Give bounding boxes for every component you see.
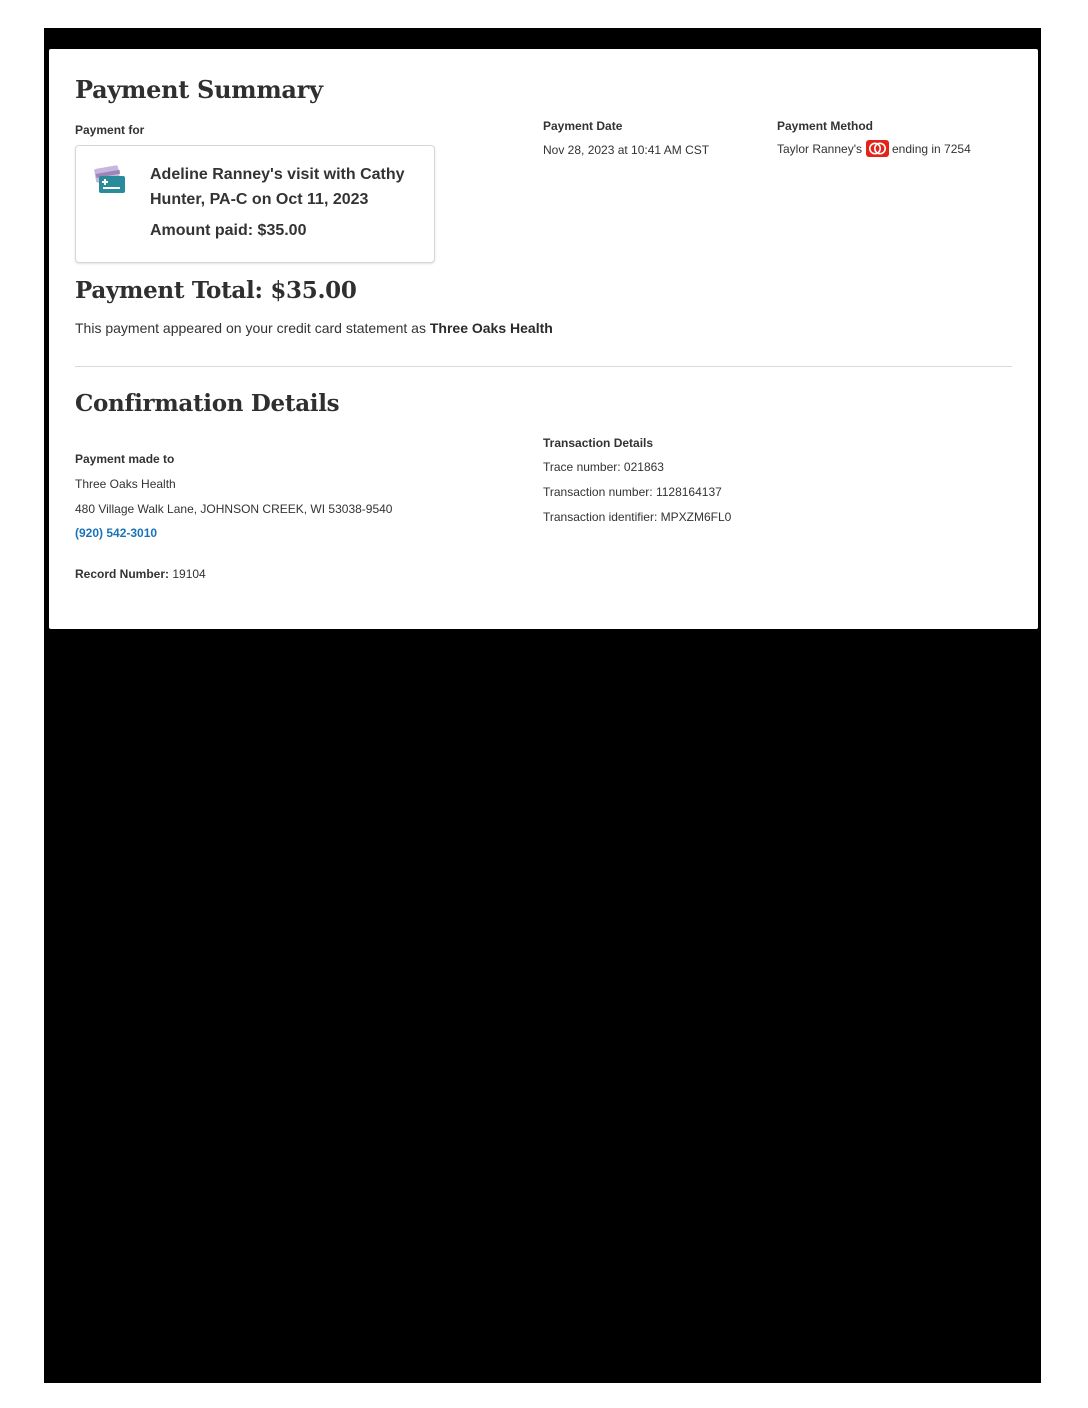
- payee-name: Three Oaks Health: [75, 477, 176, 491]
- medical-card-icon: [93, 164, 127, 198]
- statement-merchant: Three Oaks Health: [429, 320, 553, 336]
- payment-for-label: Payment for: [75, 123, 145, 137]
- payee-phone-link[interactable]: (920) 542-3010: [75, 526, 158, 540]
- payment-date-label: Payment Date: [543, 119, 623, 133]
- amount-paid: Amount paid: $35.00: [150, 222, 307, 239]
- payment-made-to-label: Payment made to: [75, 452, 175, 466]
- trace-number: Trace number: 021863: [543, 460, 664, 474]
- mastercard-icon: [866, 140, 889, 157]
- payment-method-owner: Taylor Ranney's: [777, 141, 862, 156]
- statement-prefix: This payment appeared on your credit card statement as: [75, 320, 426, 336]
- payment-date-value: Nov 28, 2023 at 10:41 AM CST: [543, 143, 710, 157]
- payment-receipt-card: [49, 49, 1038, 629]
- payment-summary-heading: Payment Summary: [75, 75, 323, 104]
- payment-total: Payment Total: $35.00: [75, 277, 357, 304]
- record-number: [75, 567, 206, 581]
- visit-description: Adeline Ranney's visit with Cathy Hunter, PA-C on Oct 11, 2023: [150, 166, 405, 208]
- record-number-value: 19104: [172, 567, 206, 581]
- payment-method-value: [777, 140, 971, 157]
- transaction-details-label: Transaction Details: [543, 436, 654, 450]
- transaction-identifier: Transaction identifier: MPXZM6FL0: [543, 510, 732, 524]
- payment-method-label: Payment Method: [777, 119, 874, 133]
- statement-note: [75, 320, 553, 336]
- payment-method-suffix: ending in 7254: [892, 141, 971, 156]
- record-number-label: Record Number:: [75, 567, 170, 581]
- confirmation-details-heading: Confirmation Details: [75, 390, 340, 417]
- section-divider: [75, 366, 1012, 367]
- payee-address: 480 Village Walk Lane, JOHNSON CREEK, WI 53038-9540: [75, 502, 393, 516]
- visit-payment-box: [75, 145, 435, 263]
- transaction-number: Transaction number: 1128164137: [543, 485, 722, 499]
